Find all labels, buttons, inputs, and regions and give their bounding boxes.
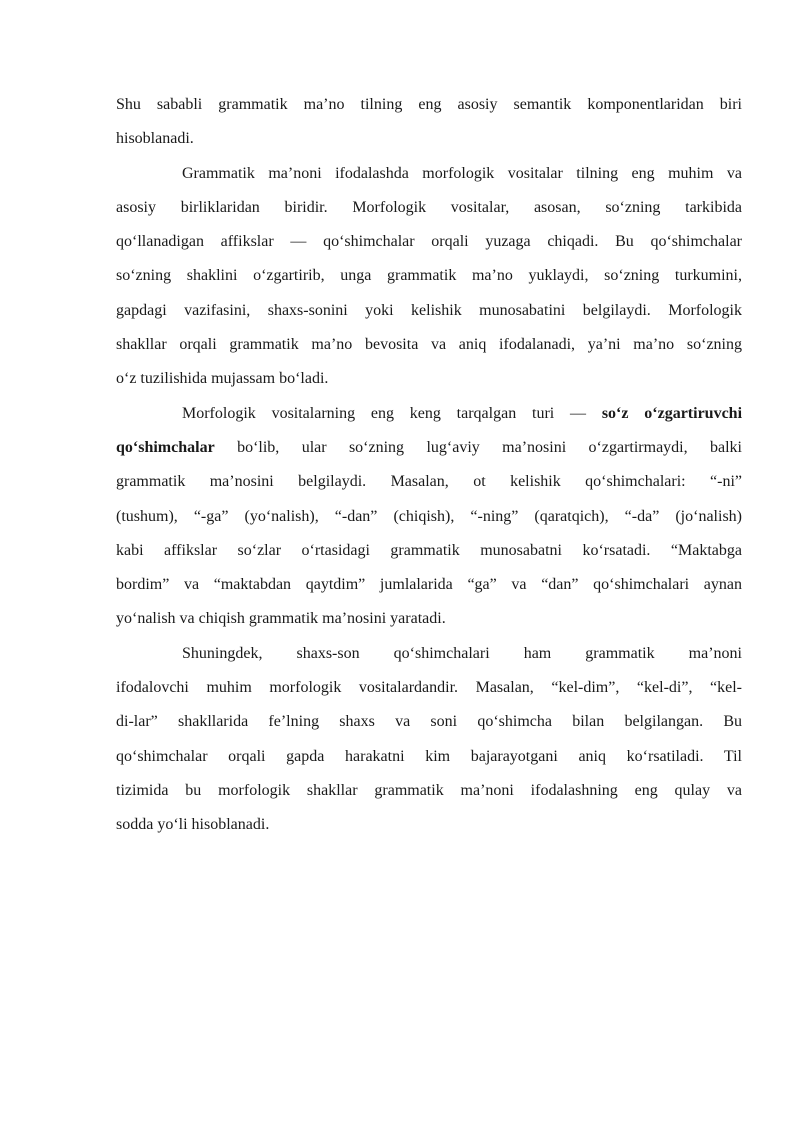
text-line: gapdagi vazifasini, shaxs-sonini yoki kelishik munosabatini belgilaydi. Morfologik (116, 301, 742, 319)
text-line: o‘z tuzilishida mujassam bo‘ladi. (116, 370, 329, 388)
text-line: (tushum), “-ga” (yo‘nalish), “-dan” (chiqish), “-ning” (qaratqich), “-da” (jo‘nalish) (116, 507, 742, 525)
text-line: asosiy birliklaridan biridir. Morfologik vositalar, asosan, so‘zning tarkibida (116, 198, 742, 216)
paragraph-first-line: Shuningdek, shaxs-son qo‘shimchalari ham grammatik ma’noni (182, 644, 742, 662)
text-line: bordim” va “maktabdan qaytdim” jumlalarida “ga” va “dan” qo‘shimchalari aynan (116, 576, 742, 594)
text-run: bo‘lib, ular so‘zning lug‘aviy ma’nosini o‘zgartirmaydi, balki (237, 438, 743, 456)
text-run: Morfologik vositalarning eng keng tarqalgan turi — (182, 404, 587, 422)
text-line: shakllar orqali grammatik ma’no bevosita va aniq ifodalanadi, ya’ni ma’no so‘zning (116, 336, 742, 354)
text-line: di-lar” shakllarida fe’lning shaxs va soni qo‘shimcha bilan belgilangan. Bu (116, 713, 742, 731)
bold-term: qo‘shimchalar (116, 438, 215, 456)
text-line: grammatik ma’nosini belgilaydi. Masalan, ot kelishik qo‘shimchalari: “-ni” (116, 473, 742, 491)
document-page (116, 88, 742, 843)
paragraph-first-line (116, 397, 742, 431)
text-line: ifodalovchi muhim morfologik vositalardandir. Masalan, “kel-dim”, “kel-di”, “kel- (116, 679, 742, 697)
bold-term: so‘z o‘zgartiruvchi (601, 404, 743, 422)
text-line: hisoblanadi. (116, 130, 194, 148)
text-line: qo‘llanadigan affikslar — qo‘shimchalar orqali yuzaga chiqadi. Bu qo‘shimchalar (116, 233, 742, 251)
text-line: sodda yo‘li hisoblanadi. (116, 816, 270, 834)
text-line: qo‘shimchalar orqali gapda harakatni kim bajarayotgani aniq ko‘rsatiladi. Til (116, 747, 742, 765)
text-line: so‘zning shaklini o‘zgartirib, unga grammatik ma’no yuklaydi, so‘zning turkumini, (116, 267, 742, 285)
text-line: tizimida bu morfologik shakllar grammatik ma’noni ifodalashning eng qulay va (116, 781, 742, 799)
text-line: yo‘nalish va chiqish grammatik ma’nosini yaratadi. (116, 610, 446, 628)
text-line: kabi affikslar so‘zlar o‘rtasidagi grammatik munosabatni ko‘rsatadi. “Maktabga (116, 541, 742, 559)
paragraph-first-line: Grammatik ma’noni ifodalashda morfologik vositalar tilning eng muhim va (182, 164, 742, 182)
text-line: Shu sababli grammatik ma’no tilning eng asosiy semantik komponentlaridan biri (116, 96, 742, 113)
text-line (116, 431, 742, 465)
